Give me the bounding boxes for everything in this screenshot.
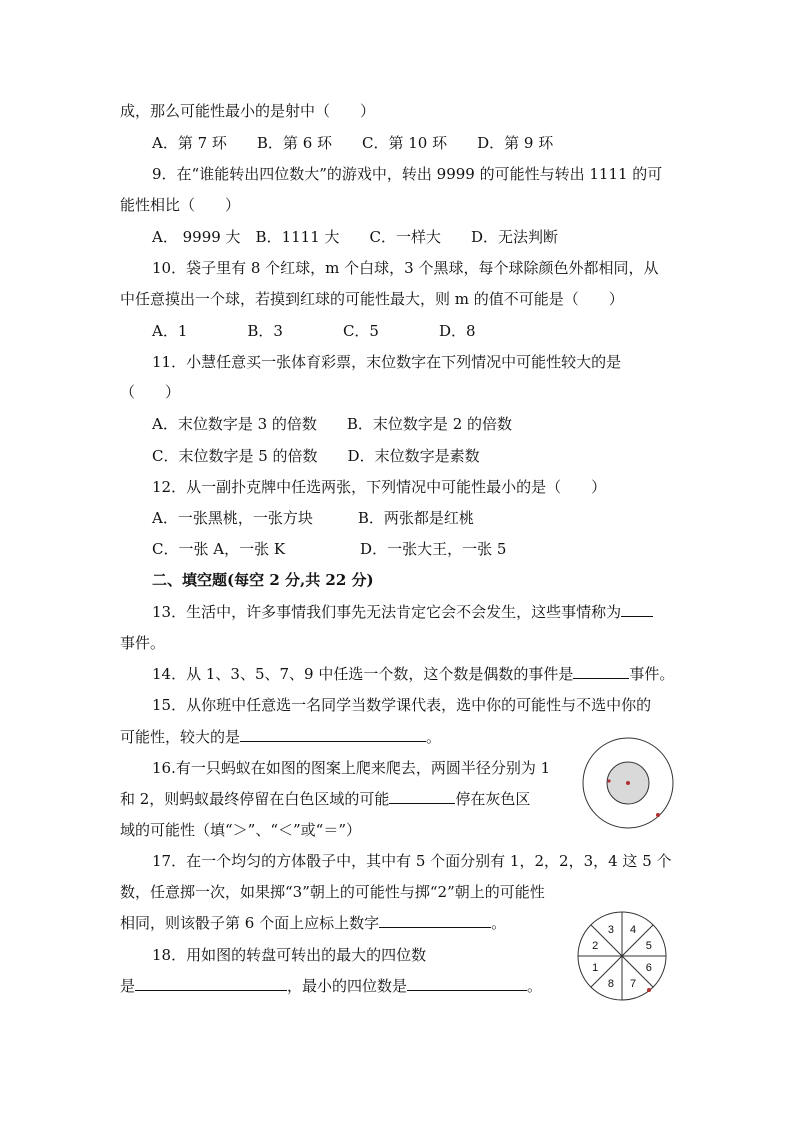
q14-stem: 14．从 1、3、5、7、9 中任选一个数，这个数是偶数的事件是 事件。 [152, 665, 675, 683]
q17-stem-cont2: 相同，则该骰子第 6 个面上应标上数字 。 [120, 914, 507, 932]
q11-options-cd: C．末位数字是 5 的倍数 D．末位数字是素数 [152, 447, 480, 465]
q18-stem-cont: 是 ，最小的四位数是 。 [120, 977, 543, 995]
q8-continuation: 成，那么可能性最小的是射中（ ） [120, 102, 376, 120]
q15-blank[interactable] [240, 727, 426, 742]
spinner-number: 3 [607, 924, 614, 937]
spinner-number: 8 [607, 977, 614, 990]
q12-options-cd: C．一张 A，一张 K D．一张大王，一张 5 [152, 540, 507, 558]
q12-options-ab: A．一张黑桃，一张方块 B．两张都是红桃 [152, 509, 474, 527]
q10-stem: 10．袋子里有 8 个红球，m 个白球，3 个黑球，每个球除颜色外都相同，从 [152, 259, 659, 277]
spinner-figure [574, 908, 670, 1004]
q12-stem: 12．从一副扑克牌中任选两张，下列情况中可能性最小的是（ ） [152, 478, 607, 496]
q17-stem-cont: 数，任意掷一次，如果掷“3”朝上的可能性与掷“2”朝上的可能性 [120, 883, 545, 901]
q8-options: A．第 7 环 B．第 6 环 C．第 10 环 D．第 9 环 [152, 134, 554, 152]
spinner-number: 2 [592, 939, 599, 952]
q13-stem-cont: 事件。 [120, 634, 166, 652]
q9-stem-cont: 能性相比（ ） [120, 196, 241, 214]
spinner-number: 7 [630, 977, 637, 990]
concentric-circles-figure [580, 736, 676, 832]
q9-stem: 9．在“谁能转出四位数大”的游戏中，转出 9999 的可能性与转出 1111 的可 [152, 165, 663, 183]
q14-blank[interactable] [573, 664, 629, 679]
q16-blank[interactable] [389, 789, 455, 804]
q17-stem: 17．在一个均匀的方体骰子中，其中有 5 个面分别有 1，2，2，3，4 这 5 个 [152, 852, 672, 870]
q11-stem: 11．小慧任意买一张体育彩票，末位数字在下列情况中可能性较大的是 [152, 353, 622, 371]
q13-stem: 13．生活中，许多事情我们事先无法肯定它会不会发生，这些事情称为 [152, 602, 653, 622]
q9-options: A． 9999 大 B．1111 大 C．一样大 D．无法判断 [152, 228, 559, 246]
q18-blank-min[interactable] [407, 976, 527, 991]
section-title: 二、填空题(每空 2 分,共 22 分) [152, 571, 374, 589]
q16-hint: 域的可能性（填“＞”、“＜”或“＝”） [120, 821, 362, 839]
q11-stem-cont: （ ） [120, 383, 181, 401]
spinner-number: 5 [645, 939, 652, 952]
q16-stem: 16.有一只蚂蚁在如图的图案上爬来爬去，两圆半径分别为 1 [152, 759, 551, 777]
q16-stem-cont: 和 2，则蚂蚁最终停留在白色区域的可能 停在灰色区 [120, 790, 531, 808]
spinner-number: 1 [592, 962, 599, 975]
q10-stem-cont: 中任意摸出一个球，若摸到红球的可能性最大，则 m 的值不可能是（ ） [120, 290, 624, 308]
q18-blank-max[interactable] [135, 976, 287, 991]
spinner-number: 4 [630, 924, 637, 937]
spinner-number: 6 [645, 962, 652, 975]
q15-stem: 15．从你班中任意选一名同学当数学课代表，选中你的可能性与不选中你的 [152, 696, 652, 714]
q13-blank[interactable] [621, 602, 653, 617]
q15-stem-cont: 可能性，较大的是 。 [120, 728, 442, 746]
q17-blank[interactable] [379, 913, 491, 928]
q10-options: A．1 B．3 C．5 D．8 [152, 322, 476, 340]
q11-options-ab: A．末位数字是 3 的倍数 B．末位数字是 2 的倍数 [152, 415, 513, 433]
q18-stem: 18．用如图的转盘可转出的最大的四位数 [152, 946, 427, 964]
